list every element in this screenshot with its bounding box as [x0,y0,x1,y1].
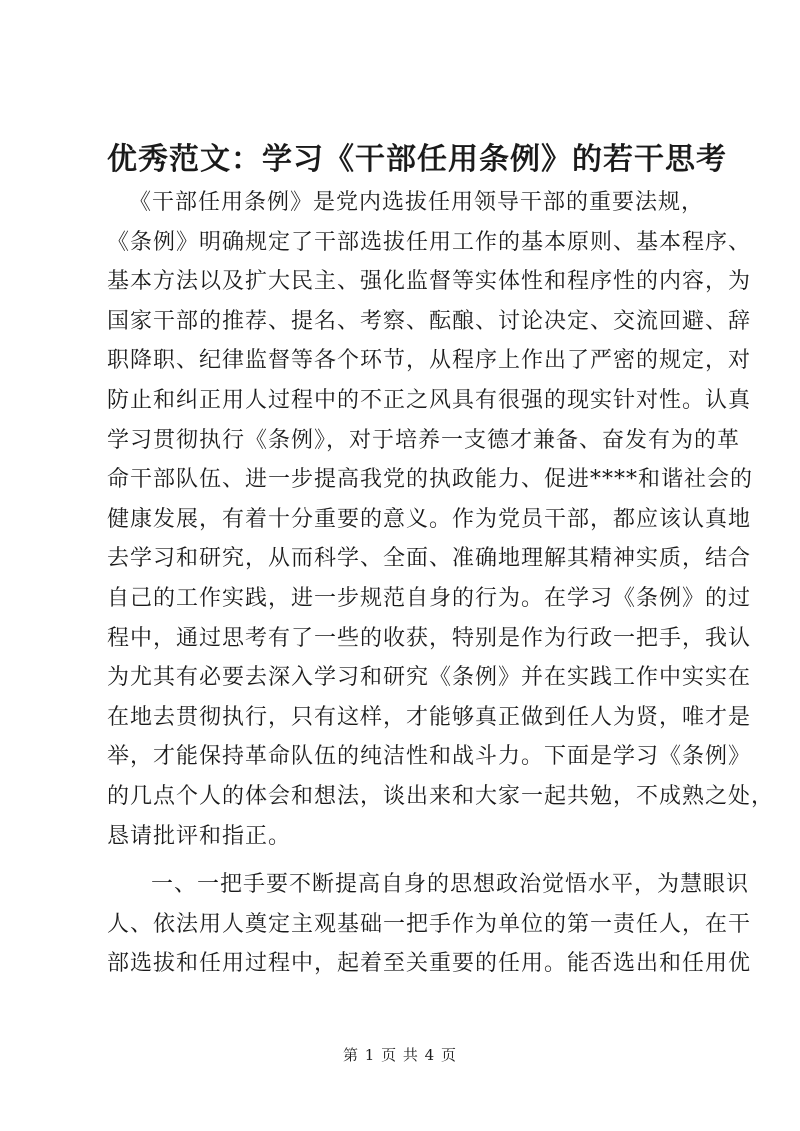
text-line: 一、一把手要不断提高自身的思想政治觉悟水平，为慧眼识 [151,872,750,898]
text-line: 自己的工作实践，进一步规范自身的行为。在学习《条例》的过 [107,585,752,611]
text-line: 学习贯彻执行《条例》，对于培养一支德才兼备、奋发有为的革 [107,427,741,453]
text-line: 恳请批评和指正。 [107,823,292,849]
paragraph-2 [107,865,752,984]
text-line: 《干部任用条例》是党内选拔任用领导干部的重要法规， [129,190,705,215]
text-line: 命干部队伍、进一步提高我党的执政能力、促进****和谐社会的 [107,467,754,493]
text-line: 人、依法用人奠定主观基础一把手作为单位的第一责任人，在干 [107,911,752,937]
text-line: 基本方法以及扩大民主、强化监督等实体性和程序性的内容，为 [107,269,752,295]
text-line: 部选拔和任用过程中，起着至关重要的任用。能否选出和任用优 [107,951,752,977]
text-line: 国家干部的推荐、提名、考察、酝酿、讨论决定、交流回避、辞 [107,308,752,334]
text-line: 的几点个人的体会和想法，谈出来和大家一起共勉，不成熟之处， [107,783,775,809]
text-line: 健康发展，有着十分重要的意义。作为党员干部，都应该认真地 [107,506,752,532]
document-title: 优秀范文：学习《干部任用条例》的若干思考 [107,142,727,177]
text-line: 防止和纠正用人过程中的不正之风具有很强的现实针对性。认真 [107,387,752,413]
text-line: 为尤其有必要去深入学习和研究《条例》并在实践工作中实实在 [107,665,752,691]
text-line: 举，才能保持革命队伍的纯洁性和战斗力。下面是学习《条例》 [107,744,752,770]
text-line: 程中，通过思考有了一些的收获，特别是作为行政一把手，我认 [107,625,752,651]
page-footer: 第 1 页 共 4 页 [343,1046,457,1064]
text-line: 《条例》明确规定了干部选拔任用工作的基本原则、基本程序、 [107,229,752,255]
text-line: 去学习和研究，从而科学、全面、准确地理解其精神实质，结合 [107,546,752,572]
text-line: 职降职、纪律监督等各个环节，从程序上作出了严密的规定，对 [107,348,752,374]
document-body [107,183,775,984]
text-line: 在地去贯彻执行，只有这样，才能够真正做到任人为贤，唯才是 [107,704,752,730]
paragraph-1 [107,183,775,856]
